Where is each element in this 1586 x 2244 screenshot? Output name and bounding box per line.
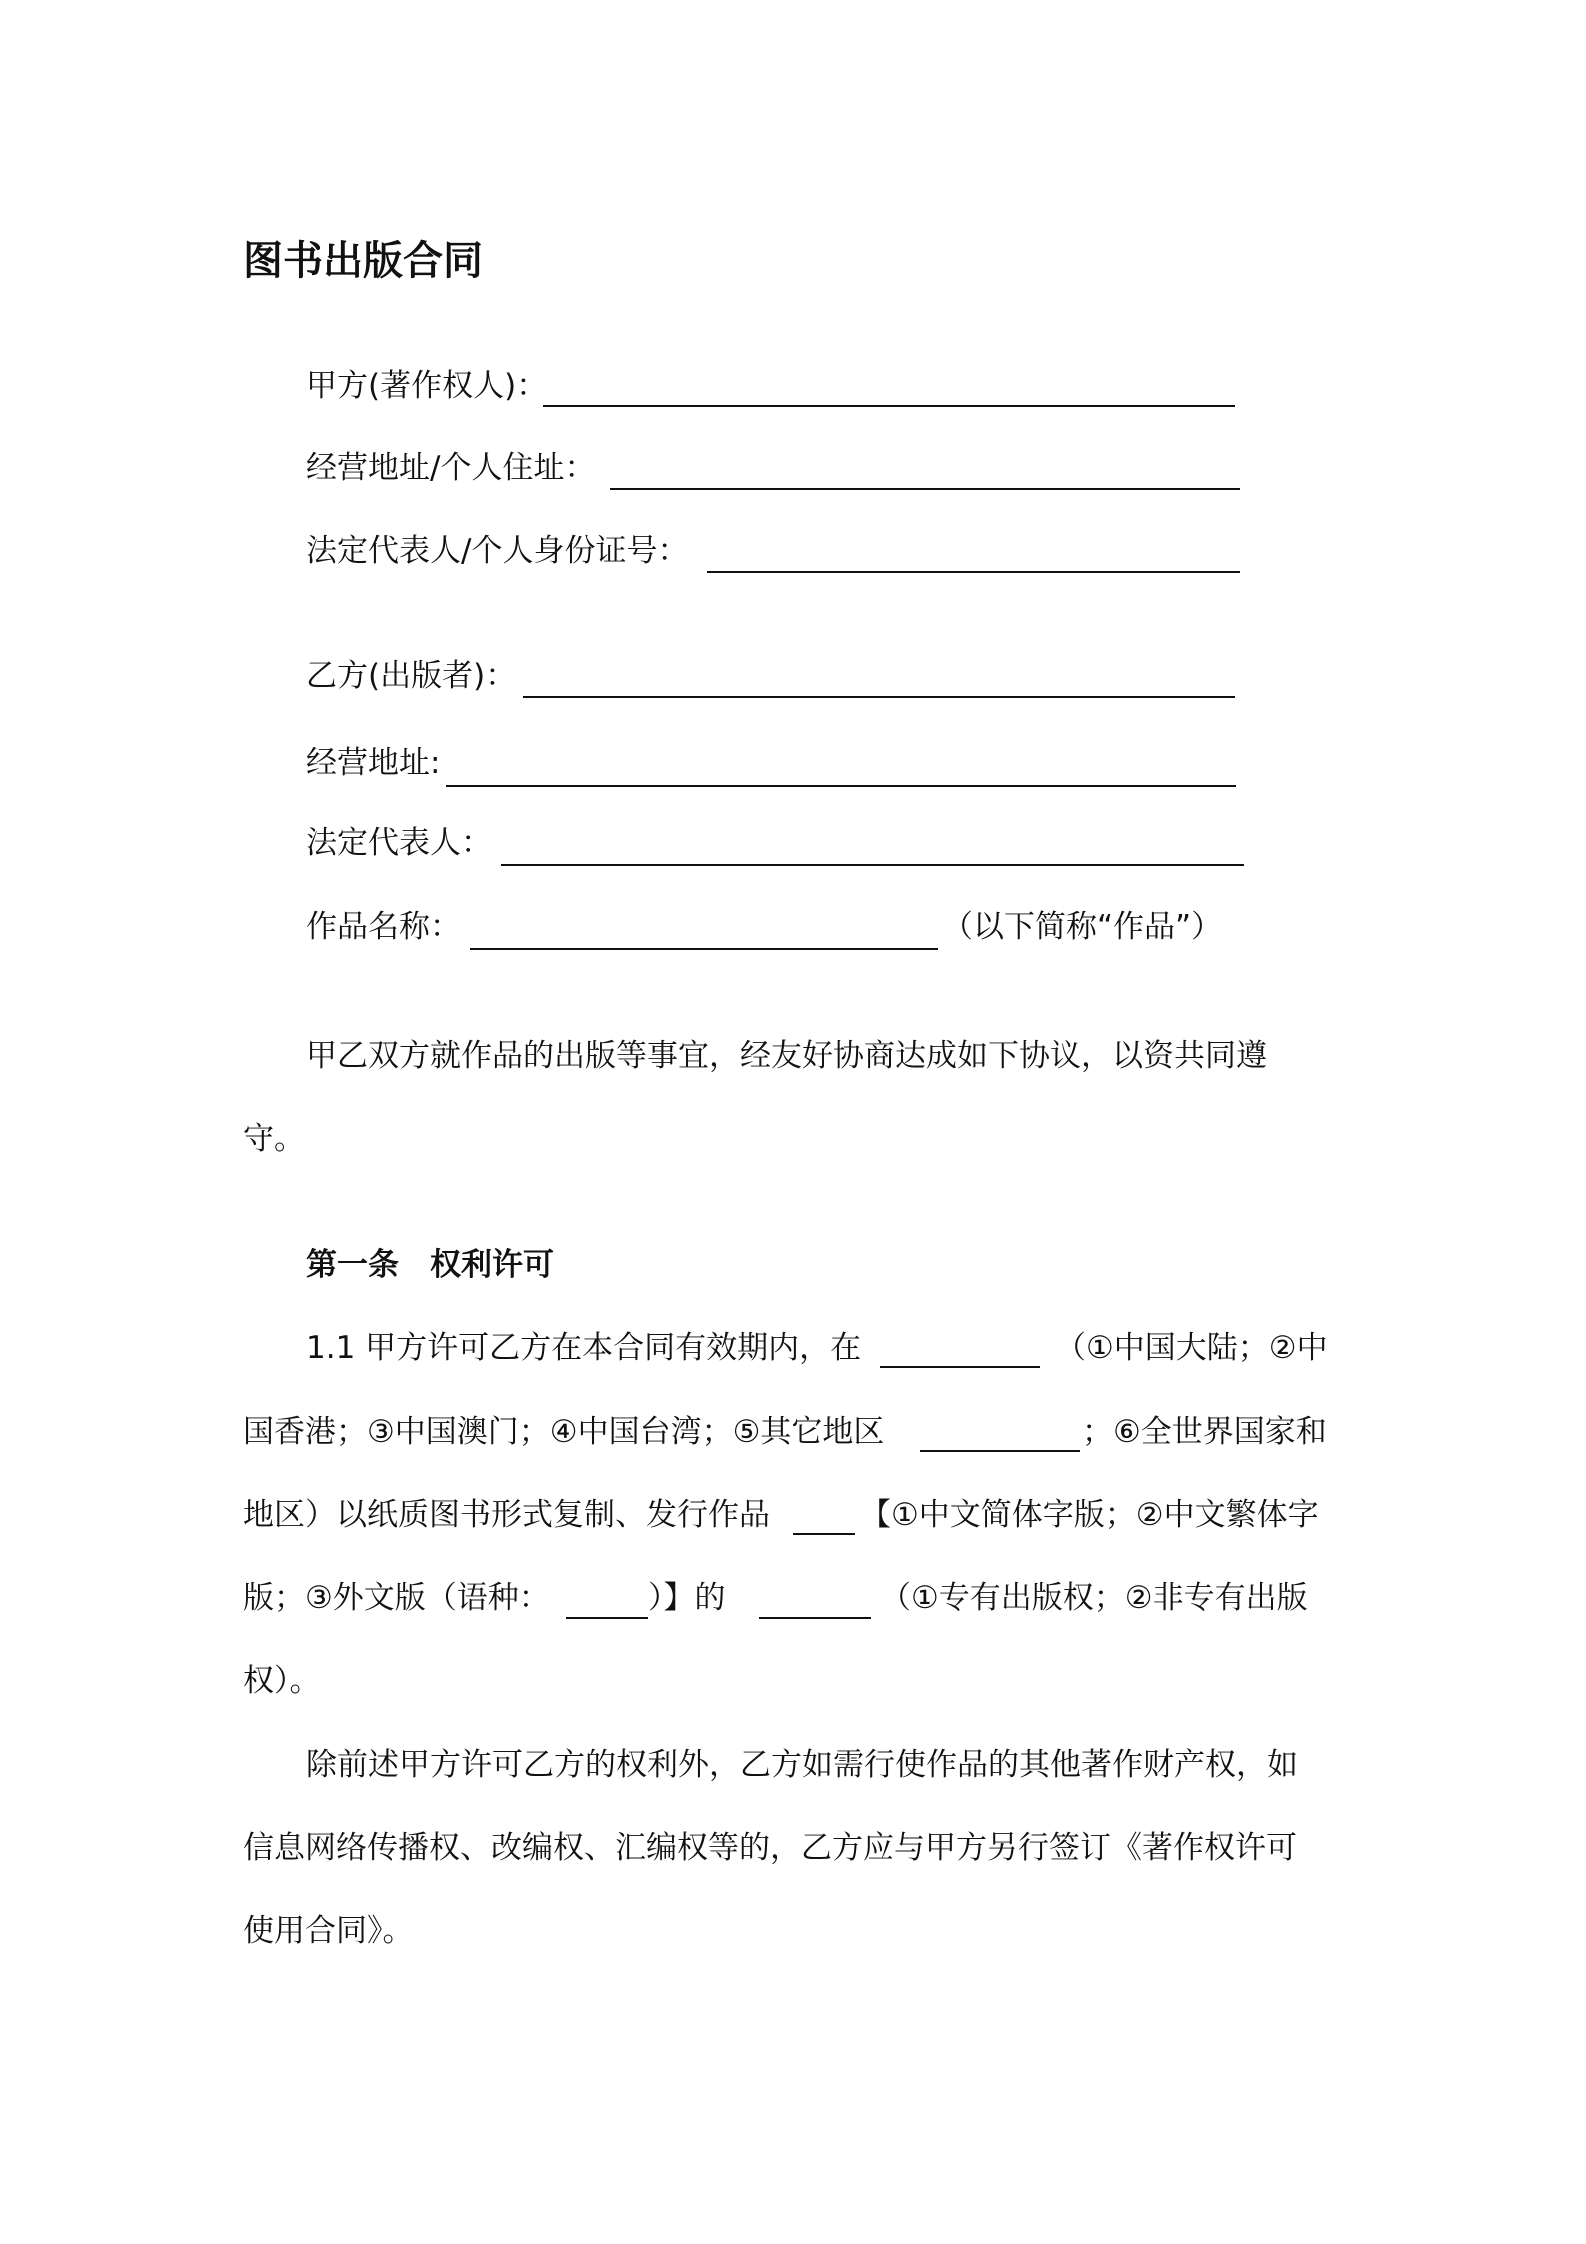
intro-line-1: 甲乙双方就作品的出版等事宜，经友好协商达成如下协议，以资共同遵 xyxy=(306,1038,1267,1074)
party-a-name-field[interactable] xyxy=(543,405,1235,407)
clause-1-1-note: 使用合同》。 xyxy=(243,1913,414,1949)
party-a-address-field[interactable] xyxy=(610,488,1240,490)
work-name-field[interactable] xyxy=(470,948,938,950)
article-1-heading: 第一条 权利许可 xyxy=(306,1247,554,1283)
other-region-field[interactable] xyxy=(920,1450,1080,1452)
page-title: 图书出版合同 xyxy=(243,238,483,284)
clause-1-1-text: 国香港；③中国澳门；④中国台湾；⑤其它地区 xyxy=(243,1414,885,1450)
clause-1-1-text: 版；③外文版（语种： xyxy=(243,1580,550,1616)
work-name-label: 作品名称： xyxy=(306,909,461,945)
region-field[interactable] xyxy=(880,1366,1040,1368)
clause-1-1-note: 信息网络传播权、改编权、汇编权等的，乙方应与甲方另行签订《著作权许可 xyxy=(243,1830,1297,1866)
right-type-field[interactable] xyxy=(759,1617,871,1619)
edition-field[interactable] xyxy=(793,1533,855,1535)
clause-1-1-text: （①中国大陆；②中 xyxy=(1055,1330,1328,1366)
party-b-address-label: 经营地址: xyxy=(306,745,441,781)
clause-1-1-text: ；⑥全世界国家和 xyxy=(1082,1414,1327,1450)
clause-1-1-text: （①专有出版权；②非专有出版 xyxy=(880,1580,1308,1616)
party-b-name-field[interactable] xyxy=(523,696,1235,698)
party-a-address-label: 经营地址/个人住址： xyxy=(306,450,596,486)
clause-1-1-text: ）】的 xyxy=(648,1580,726,1616)
party-a-id-field[interactable] xyxy=(707,571,1240,573)
work-name-suffix: （以下简称“作品”） xyxy=(942,909,1223,945)
party-b-rep-field[interactable] xyxy=(501,864,1244,866)
clause-1-1-text: 地区）以纸质图书形式复制、发行作品 xyxy=(243,1497,770,1533)
intro-line-2: 守。 xyxy=(243,1121,305,1157)
party-b-rep-label: 法定代表人： xyxy=(306,825,492,861)
clause-1-1-note: 除前述甲方许可乙方的权利外，乙方如需行使作品的其他著作财产权，如 xyxy=(306,1747,1298,1783)
clause-1-1-text: 1.1 甲方许可乙方在本合同有效期内，在 xyxy=(306,1330,862,1366)
clause-1-1-text: 权）。 xyxy=(243,1663,321,1699)
party-b-address-field[interactable] xyxy=(446,785,1236,787)
party-a-label: 甲方(著作权人)： xyxy=(306,368,548,404)
clause-1-1-text: 【①中文简体字版；②中文繁体字 xyxy=(860,1497,1319,1533)
party-b-label: 乙方(出版者)： xyxy=(306,658,517,694)
party-a-id-label: 法定代表人/个人身份证号： xyxy=(306,533,689,569)
language-field[interactable] xyxy=(566,1617,648,1619)
